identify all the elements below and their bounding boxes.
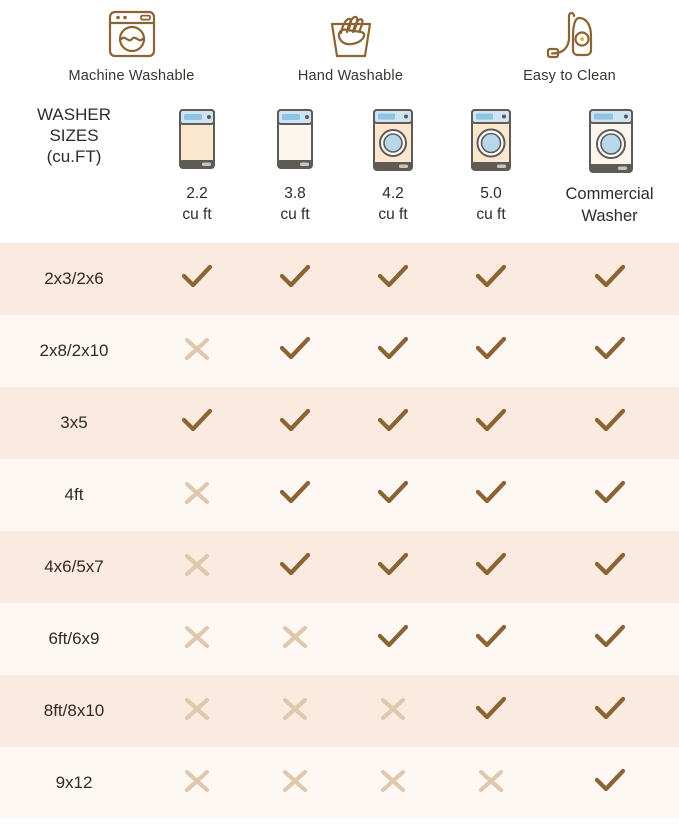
machine-washable-icon [101, 4, 163, 66]
easy-to-clean-vacuum-icon [539, 4, 601, 66]
cell-cross [148, 531, 246, 603]
check-icon [593, 623, 627, 651]
check-icon [593, 407, 627, 435]
corner-label-line-3: (cu.FT) [46, 147, 102, 166]
cell-check [246, 315, 344, 387]
check-icon [376, 551, 410, 579]
cell-check [246, 459, 344, 531]
check-icon [278, 551, 312, 579]
check-icon [278, 479, 312, 507]
cross-icon [476, 767, 506, 795]
cell-check [246, 387, 344, 459]
check-icon [376, 479, 410, 507]
cell-check [540, 387, 679, 459]
table-row [0, 603, 679, 675]
check-icon [474, 623, 508, 651]
cell-check [442, 675, 540, 747]
front-load-washer-icon [344, 104, 442, 182]
check-icon [278, 263, 312, 291]
check-icon [593, 551, 627, 579]
cell-check [540, 531, 679, 603]
check-icon [376, 335, 410, 363]
cell-check [540, 603, 679, 675]
cell-cross [246, 675, 344, 747]
cross-icon [378, 767, 408, 795]
top-load-washer-icon [246, 104, 344, 182]
check-icon [474, 335, 508, 363]
check-icon [593, 335, 627, 363]
check-icon [474, 407, 508, 435]
cell-check [148, 243, 246, 315]
cell-check [344, 603, 442, 675]
cross-icon [182, 767, 212, 795]
hand-washable-icon [320, 4, 382, 66]
column-header-2-2 [148, 104, 246, 243]
cell-check [540, 315, 679, 387]
table-header-row [0, 104, 679, 243]
row-label: 2x8/2x10 [0, 315, 148, 387]
check-icon [278, 407, 312, 435]
row-label: 4ft [0, 459, 148, 531]
cross-icon [280, 623, 310, 651]
cell-check [246, 531, 344, 603]
row-label: 8ft/8x10 [0, 675, 148, 747]
row-label: 2x3/2x6 [0, 243, 148, 315]
care-item-machine-washable [22, 4, 241, 104]
column-size-line-2: cu ft [182, 206, 212, 223]
corner-label-line-1: WASHER [37, 105, 111, 124]
column-size-line-1: 4.2 [382, 185, 404, 202]
front-load-washer-icon [442, 104, 540, 182]
column-size-line-1: 3.8 [284, 185, 306, 202]
column-size-line-2: cu ft [280, 206, 310, 223]
corner-label-line-2: SIZES [49, 126, 99, 145]
cell-cross [442, 747, 540, 819]
check-icon [376, 407, 410, 435]
care-item-label: Hand Washable [297, 68, 404, 84]
cell-cross [148, 675, 246, 747]
care-item-easy-to-clean [460, 4, 679, 104]
cross-icon [280, 767, 310, 795]
column-header-4-2 [344, 104, 442, 243]
cell-check [344, 243, 442, 315]
column-size-line-2: Washer [581, 207, 638, 225]
check-icon [593, 767, 627, 795]
cell-check [442, 603, 540, 675]
cross-icon [182, 623, 212, 651]
cross-icon [280, 695, 310, 723]
check-icon [180, 263, 214, 291]
cell-cross [148, 603, 246, 675]
care-instructions-row [0, 0, 679, 104]
table-row [0, 459, 679, 531]
cell-check [442, 243, 540, 315]
cell-check [442, 459, 540, 531]
check-icon [474, 551, 508, 579]
check-icon [474, 479, 508, 507]
washer-size-table [0, 104, 679, 819]
table-row [0, 675, 679, 747]
check-icon [593, 695, 627, 723]
column-size-line-2: cu ft [476, 206, 506, 223]
cell-check [442, 315, 540, 387]
care-item-hand-washable [241, 4, 460, 104]
check-icon [376, 623, 410, 651]
care-row-spacer [0, 4, 22, 104]
check-icon [278, 335, 312, 363]
row-label: 6ft/6x9 [0, 603, 148, 675]
cell-check [540, 747, 679, 819]
check-icon [474, 695, 508, 723]
check-icon [180, 407, 214, 435]
row-label: 3x5 [0, 387, 148, 459]
cell-check [540, 243, 679, 315]
cross-icon [378, 695, 408, 723]
cell-check [344, 531, 442, 603]
cell-check [540, 675, 679, 747]
column-header-3-8 [246, 104, 344, 243]
check-icon [474, 263, 508, 291]
column-header-commercial [540, 104, 679, 243]
cell-check [344, 459, 442, 531]
check-icon [376, 263, 410, 291]
cell-check [246, 243, 344, 315]
cross-icon [182, 479, 212, 507]
row-label: 9x12 [0, 747, 148, 819]
cell-check [344, 387, 442, 459]
cell-check [344, 315, 442, 387]
check-icon [593, 263, 627, 291]
row-label: 4x6/5x7 [0, 531, 148, 603]
commercial-washer-icon [540, 104, 679, 182]
top-load-washer-icon [148, 104, 246, 182]
table-row [0, 531, 679, 603]
cell-check [442, 387, 540, 459]
cell-check [442, 531, 540, 603]
column-header-5-0 [442, 104, 540, 243]
table-row [0, 315, 679, 387]
cell-check [540, 459, 679, 531]
cross-icon [182, 695, 212, 723]
column-size-line-1: 2.2 [186, 185, 208, 202]
table-row [0, 243, 679, 315]
cell-cross [246, 747, 344, 819]
table-row [0, 387, 679, 459]
care-item-label: Easy to Clean [523, 68, 616, 84]
cell-cross [148, 459, 246, 531]
column-size-line-1: Commercial [565, 185, 654, 203]
table-corner-label [0, 104, 148, 243]
table-row [0, 747, 679, 819]
cell-cross [148, 747, 246, 819]
cell-cross [344, 675, 442, 747]
column-size-line-2: cu ft [378, 206, 408, 223]
column-size-line-1: 5.0 [480, 185, 502, 202]
cell-cross [344, 747, 442, 819]
care-item-label: Machine Washable [68, 68, 195, 84]
cell-cross [148, 315, 246, 387]
cell-check [148, 387, 246, 459]
cell-cross [246, 603, 344, 675]
check-icon [593, 479, 627, 507]
cross-icon [182, 551, 212, 579]
cross-icon [182, 335, 212, 363]
